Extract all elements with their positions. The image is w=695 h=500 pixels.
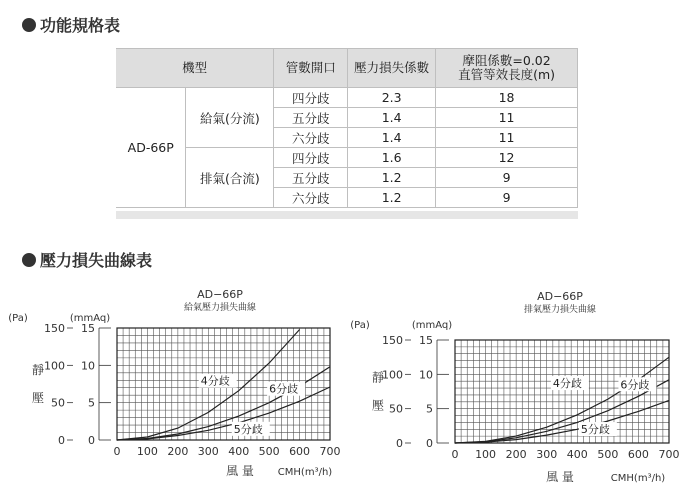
x-tick-label: 700 (319, 445, 341, 458)
table-footer-bar (116, 211, 578, 219)
chart-subtitle: 排氣壓力損失曲線 (523, 305, 597, 315)
header-length-line1: 摩阻係數=0.02 (462, 53, 551, 68)
y-tick-label-pa: 100 (44, 359, 65, 373)
port-cell: 六分歧 (274, 188, 348, 208)
curve-title-text: 壓力損失曲線表 (40, 251, 153, 270)
y-tick-label-mmaq: 15 (81, 322, 95, 335)
y-tick-label-pa: 50 (389, 402, 403, 416)
model-cell: AD-66P (116, 88, 186, 208)
curve-section-title (22, 248, 152, 271)
bullet-icon (22, 253, 36, 267)
y-tick-label-mmaq: 0 (88, 434, 95, 447)
x-axis-label: 風 量 (226, 464, 254, 478)
y-tick-label-pa: 150 (382, 334, 403, 347)
x-tick-label: 100 (475, 448, 497, 461)
port-cell: 五分歧 (274, 168, 348, 188)
x-tick-label: 400 (566, 448, 588, 461)
spec-table (116, 48, 578, 208)
table-row (116, 88, 578, 108)
series-label: 5分歧 (233, 422, 263, 436)
x-tick-label: 0 (113, 445, 121, 458)
y-tick-label-pa: 100 (382, 368, 403, 382)
header-length (436, 49, 578, 88)
spec-table-header-row (116, 49, 578, 88)
supply-pressure-chart (0, 276, 350, 500)
y-axis-label-top: 靜 (31, 363, 45, 377)
length-cell: 18 (436, 88, 578, 108)
length-cell: 9 (436, 188, 578, 208)
x-tick-label: 700 (658, 448, 680, 461)
y-tick-label-mmaq: 10 (81, 359, 95, 373)
y-unit-pa: (Pa) (350, 320, 370, 331)
y-tick-label-mmaq: 0 (426, 437, 433, 450)
x-tick-label: 600 (627, 448, 649, 461)
group-label: 排氣(合流) (186, 148, 274, 208)
x-tick-label: 500 (258, 445, 280, 458)
length-cell: 11 (436, 108, 578, 128)
y-tick-label-pa: 0 (396, 437, 403, 450)
x-tick-label: 0 (451, 448, 459, 461)
y-tick-label-mmaq: 15 (419, 334, 433, 347)
length-cell: 9 (436, 168, 578, 188)
port-cell: 六分歧 (274, 128, 348, 148)
x-tick-label: 200 (505, 448, 527, 461)
y-unit-pa: (Pa) (8, 313, 28, 324)
x-tick-label: 300 (536, 448, 558, 461)
exhaust-pressure-chart (350, 276, 695, 500)
port-cell: 五分歧 (274, 108, 348, 128)
x-axis-unit: CMH(m³/h) (277, 467, 333, 478)
y-tick-label-pa: 50 (51, 396, 65, 410)
chart-title: AD−66P (537, 290, 583, 303)
x-tick-label: 500 (597, 448, 619, 461)
series-label: 5分歧 (580, 423, 610, 437)
x-tick-label: 300 (197, 445, 219, 458)
series-label: 4分歧 (552, 377, 582, 391)
series-label: 6分歧 (620, 378, 650, 392)
y-unit-mmaq: (mmAq) (411, 320, 453, 331)
y-unit-mmaq: (mmAq) (69, 313, 111, 324)
length-cell: 11 (436, 128, 578, 148)
table-row (116, 148, 578, 168)
coef-cell: 1.4 (348, 108, 436, 128)
y-axis-label-bottom: 壓 (31, 391, 45, 405)
coef-cell: 1.6 (348, 148, 436, 168)
y-tick-label-pa: 150 (44, 322, 65, 335)
x-axis-unit: CMH(m³/h) (610, 473, 666, 484)
chart-title: AD−66P (197, 288, 243, 301)
header-coef: 壓力損失係數 (348, 49, 436, 88)
header-port: 管數開口 (274, 49, 348, 88)
port-cell: 四分歧 (274, 148, 348, 168)
chart-subtitle: 給氣壓力損失曲線 (183, 303, 257, 313)
length-cell: 12 (436, 148, 578, 168)
series-line (455, 400, 669, 443)
x-tick-label: 400 (228, 445, 250, 458)
y-tick-label-pa: 0 (58, 434, 65, 447)
series-label: 4分歧 (200, 374, 230, 388)
y-axis-label-top: 靜 (371, 370, 385, 385)
bullet-icon (22, 18, 36, 32)
y-tick-label-mmaq: 5 (88, 396, 95, 410)
coef-cell: 1.4 (348, 128, 436, 148)
series-line (455, 357, 669, 443)
y-axis-label-bottom: 壓 (371, 398, 385, 413)
x-tick-label: 200 (167, 445, 189, 458)
spec-title-text: 功能規格表 (40, 16, 121, 35)
plot-frame (455, 340, 669, 443)
y-tick-label-mmaq: 10 (419, 368, 433, 382)
coef-cell: 2.3 (348, 88, 436, 108)
x-tick-label: 100 (136, 445, 158, 458)
spec-section-title (22, 13, 120, 36)
group-label: 給氣(分流) (186, 88, 274, 148)
x-axis-label: 風 量 (546, 470, 574, 484)
coef-cell: 1.2 (348, 168, 436, 188)
coef-cell: 1.2 (348, 188, 436, 208)
series-label: 6分歧 (269, 382, 299, 396)
port-cell: 四分歧 (274, 88, 348, 108)
x-tick-label: 600 (289, 445, 311, 458)
y-tick-label-mmaq: 5 (426, 402, 433, 416)
header-model: 機型 (116, 49, 274, 88)
header-length-line2: 直管等效長度(m) (458, 67, 556, 82)
